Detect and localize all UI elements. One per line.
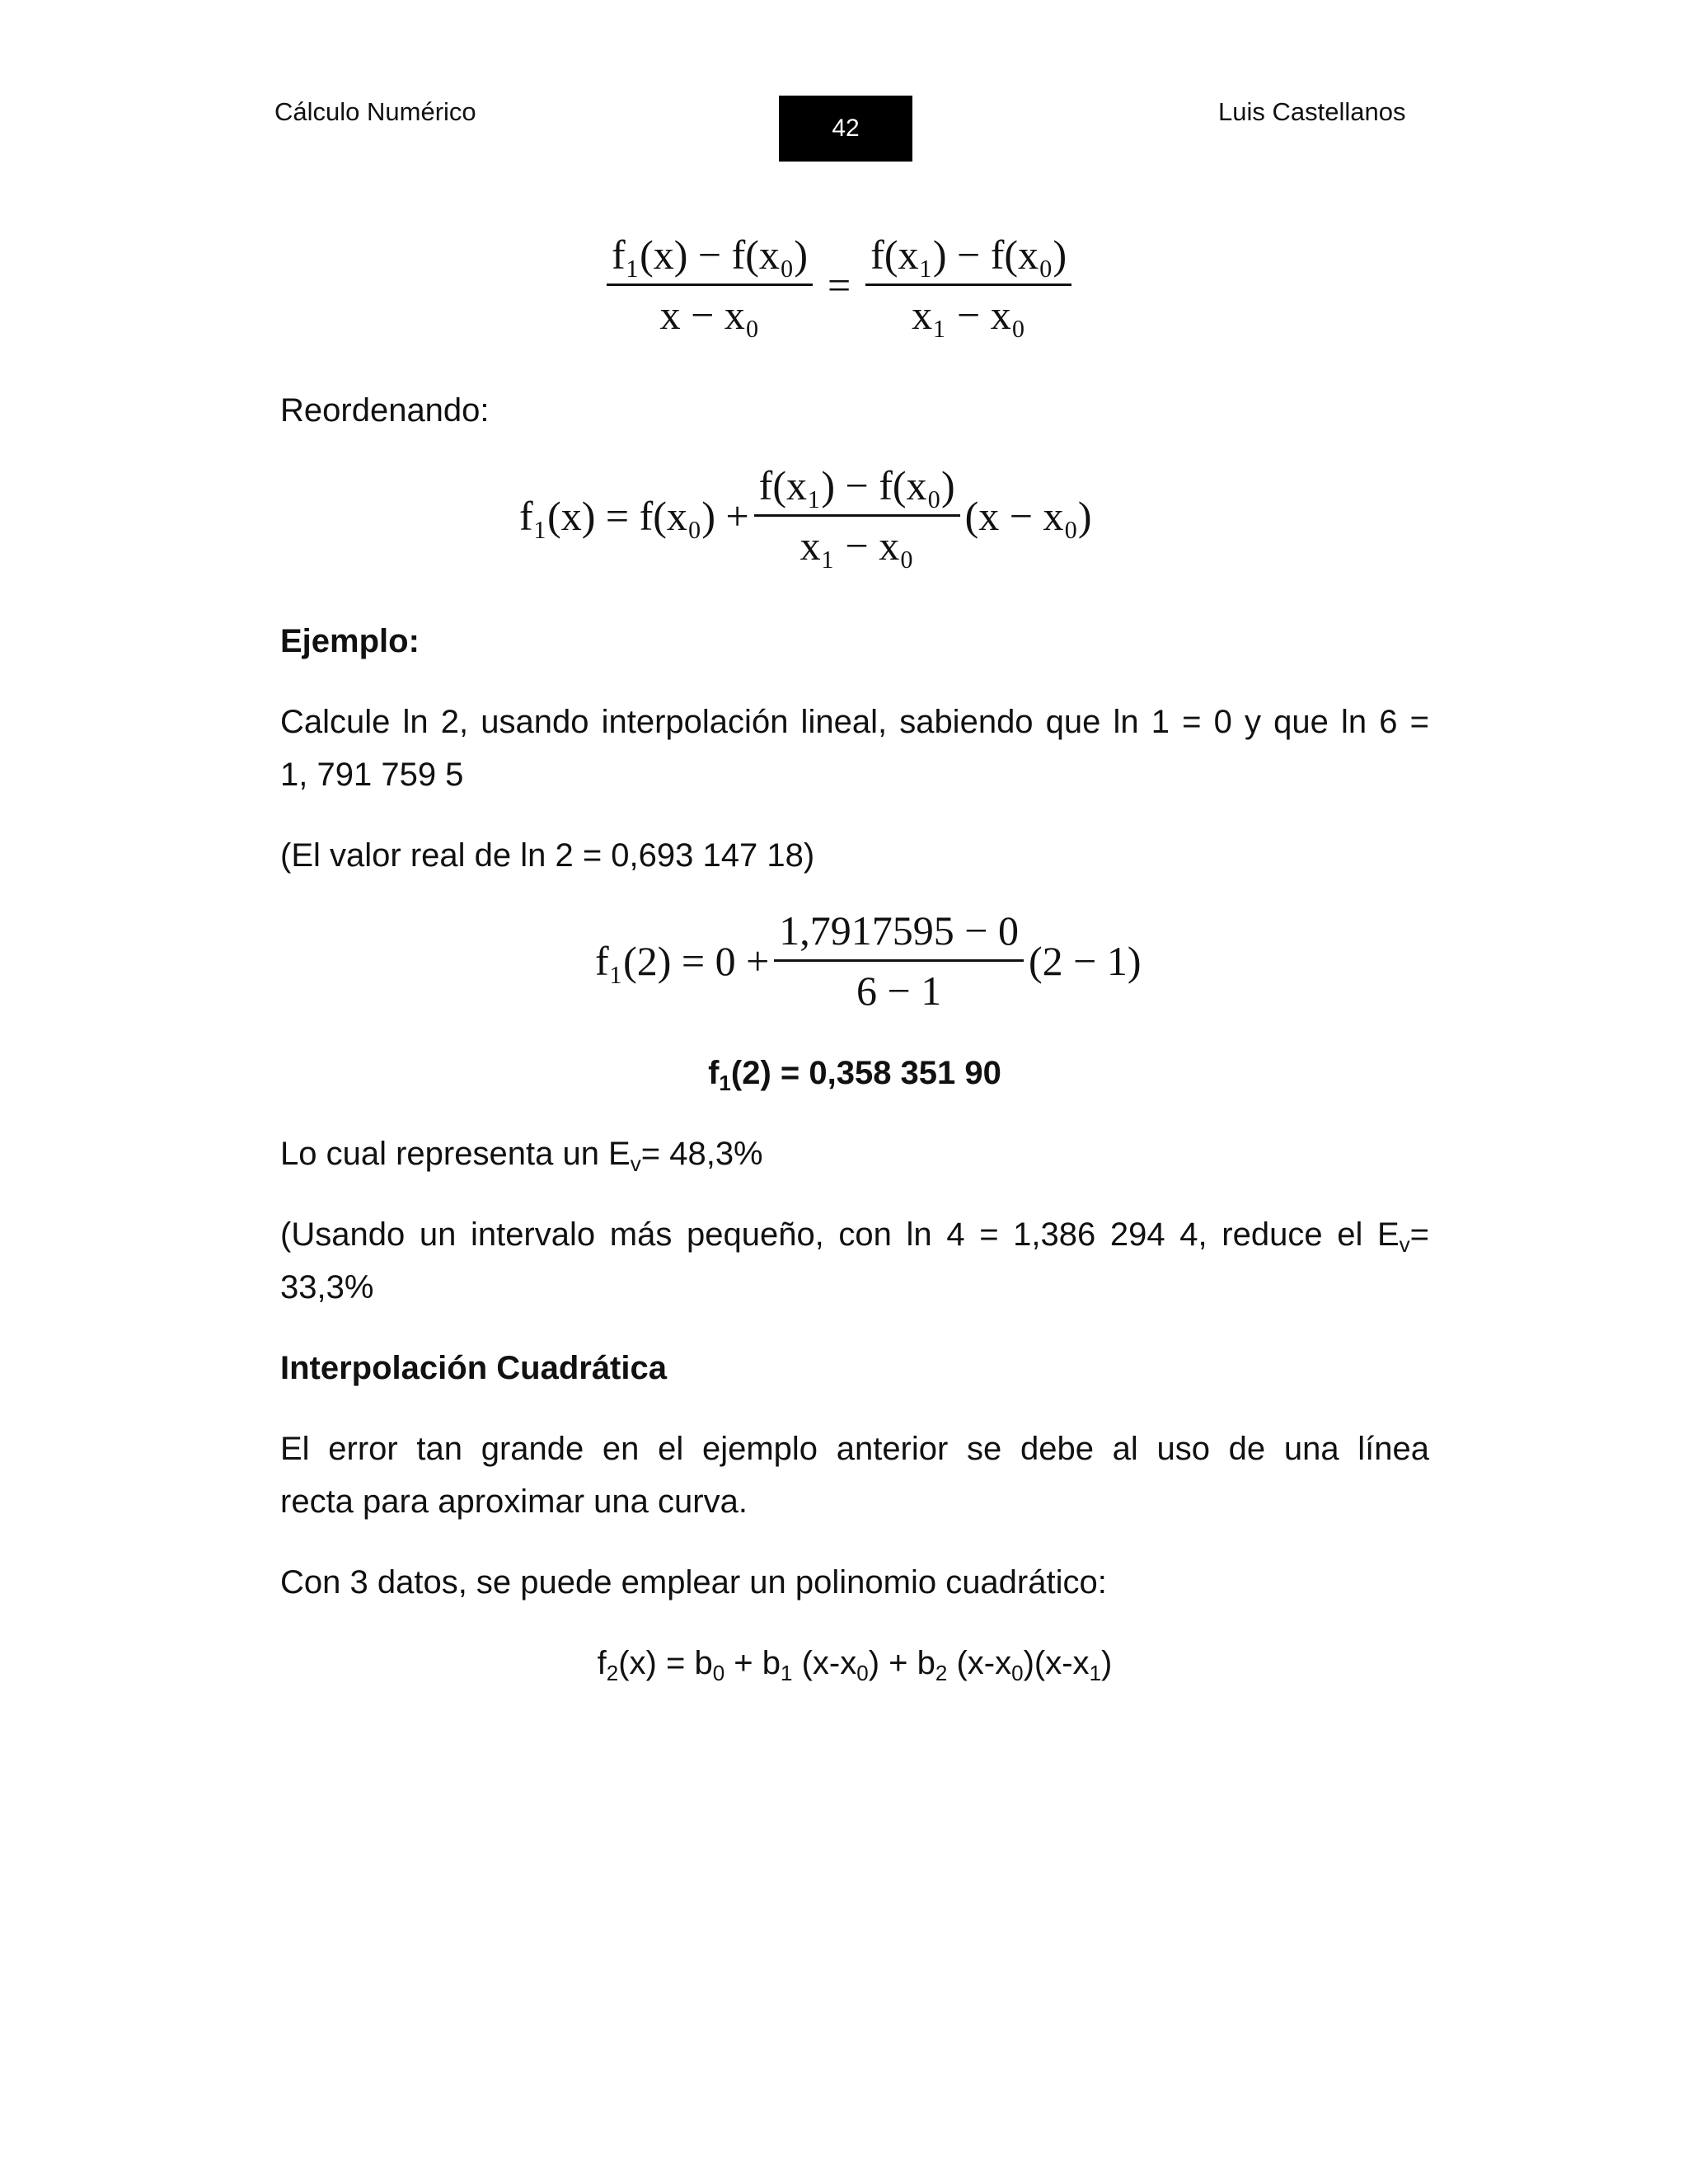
result-line bbox=[280, 1047, 1429, 1109]
poly-sub: 1 bbox=[781, 1661, 793, 1685]
poly-part: f bbox=[597, 1645, 607, 1681]
poly-part: (x-x bbox=[947, 1645, 1012, 1681]
poly-part: (x-x bbox=[792, 1645, 857, 1681]
equation-1 bbox=[602, 231, 1076, 339]
eq1-equals: = bbox=[827, 261, 851, 308]
header-right-author: Luis Castellanos bbox=[1218, 97, 1406, 126]
poly-part: ) + b bbox=[868, 1645, 935, 1681]
poly-sub: 2 bbox=[606, 1661, 619, 1685]
poly-sub: 0 bbox=[856, 1661, 869, 1685]
result-subscript: 1 bbox=[719, 1071, 731, 1095]
eq3-fraction bbox=[774, 907, 1024, 1015]
error-line-1: El error tan grande en el ejemplo anterior se debe al uso de una línea bbox=[280, 1431, 1429, 1467]
error-line-2: recta para aproximar una curva. bbox=[280, 1483, 748, 1520]
lo-cual-suffix: = 48,3% bbox=[640, 1136, 763, 1172]
eq2-fraction bbox=[754, 462, 960, 569]
result-value: (2) = 0,358 351 90 bbox=[730, 1055, 1001, 1091]
eq3-numerator: 1,7917595 − 0 bbox=[774, 907, 1024, 962]
eq3-tail: (2 − 1) bbox=[1028, 937, 1142, 984]
poly-sub: 0 bbox=[1011, 1661, 1024, 1685]
quadratic-polynomial bbox=[280, 1637, 1429, 1699]
eq2-numerator: f(x₁) − f(x₀) bbox=[754, 462, 960, 517]
eq2-denominator: x₁ − x₀ bbox=[799, 523, 914, 569]
poly-part: + b bbox=[724, 1645, 781, 1681]
eq1-right-numerator: f(x₁) − f(x₀) bbox=[865, 231, 1071, 286]
result-f: f bbox=[708, 1055, 720, 1091]
lo-cual-prefix: Lo cual representa un E bbox=[280, 1136, 631, 1172]
poly-part: (x) = b bbox=[618, 1645, 713, 1681]
eq1-left-denominator: x − x₀ bbox=[659, 292, 760, 338]
ejemplo-heading: Ejemplo: bbox=[280, 623, 420, 659]
eq3-lhs: f₁(2) = 0 + bbox=[595, 937, 770, 984]
lo-cual-text bbox=[280, 1127, 1429, 1190]
interpolacion-cuadratica-heading: Interpolación Cuadrática bbox=[280, 1350, 667, 1386]
page-number: 42 bbox=[832, 115, 860, 142]
poly-sub: 1 bbox=[1089, 1661, 1102, 1685]
eq1-left-fraction bbox=[607, 231, 813, 339]
lo-cual-subscript: v bbox=[630, 1151, 641, 1176]
page-number-box bbox=[779, 96, 912, 162]
eq1-left-numerator: f₁(x) − f(x₀) bbox=[607, 231, 813, 286]
eq1-right-denominator: x₁ − x₀ bbox=[912, 292, 1026, 338]
poly-part: )(x-x bbox=[1023, 1645, 1090, 1681]
eq2-lhs: f₁(x) = f(x₀) + bbox=[519, 492, 749, 539]
poly-sub: 2 bbox=[935, 1661, 948, 1685]
equation-2 bbox=[519, 462, 1092, 569]
usando-prefix: (Usando un intervalo más pequeño, con ln 4 = 1,386 294 4, reduce el E bbox=[280, 1216, 1400, 1253]
poly-part: ) bbox=[1101, 1645, 1113, 1681]
valor-real-text: (El valor real de ln 2 = 0,693 147 18) bbox=[280, 837, 815, 874]
usando-suffix: = bbox=[1409, 1216, 1429, 1253]
reordenando-label: Reordenando: bbox=[280, 392, 490, 429]
poly-sub: 0 bbox=[712, 1661, 725, 1685]
equation-3 bbox=[595, 907, 1141, 1015]
eq1-right-fraction bbox=[865, 231, 1071, 339]
eq3-denominator: 6 − 1 bbox=[856, 968, 942, 1014]
eq2-tail: (x − x₀) bbox=[964, 492, 1092, 539]
usando-subscript: v bbox=[1399, 1232, 1410, 1257]
usando-line-2: 33,3% bbox=[280, 1269, 374, 1305]
calcule-line-1: Calcule ln 2, usando interpolación lineal, sabiendo que ln 1 = 0 y que ln 6 = bbox=[280, 704, 1429, 740]
calcule-line-2: 1, 791 759 5 bbox=[280, 757, 464, 793]
header-left-title: Cálculo Numérico bbox=[274, 97, 476, 126]
con-3-datos-text: Con 3 datos, se puede emplear un polinomio cuadrático: bbox=[280, 1564, 1107, 1601]
